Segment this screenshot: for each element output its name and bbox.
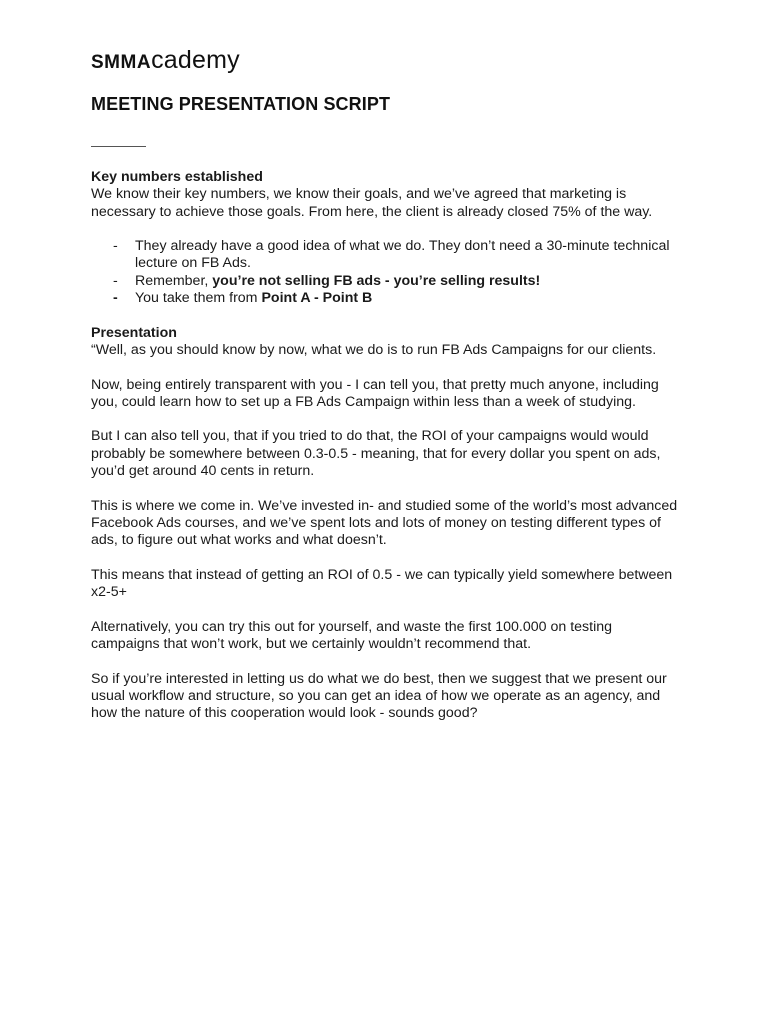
key-points-list xyxy=(91,238,681,307)
bullet-dash: - xyxy=(113,290,118,307)
logo-strong-text: SMMA xyxy=(91,52,152,73)
smma-academy-logo xyxy=(91,46,240,74)
presentation-paragraph-5: Alternatively, you can try this out for yourself, and waste the first 100.000 on testing campaigns that won’t work, but we certainly wouldn’t recommend that. xyxy=(91,618,613,653)
key-numbers-section xyxy=(91,169,681,221)
presentation-section xyxy=(91,325,681,360)
title-divider xyxy=(91,146,146,147)
list-item xyxy=(91,290,681,307)
document-body xyxy=(91,169,681,740)
bullet-text-3-bold: Point A - Point B xyxy=(261,290,373,307)
bullet-dash: - xyxy=(113,238,118,255)
bullet-text-3-prefix: You take them from xyxy=(135,290,262,307)
key-numbers-text: We know their key numbers, we know their goals, and we’ve agreed that marketing is necessary to achieve those goals. From here, the client is already closed 75% of the way. xyxy=(91,186,653,220)
logo-light-text: cademy xyxy=(151,46,240,74)
bullet-text-1: They already have a good idea of what we do. They don’t need a 30-minute technical lecture on FB Ads. xyxy=(135,238,670,272)
presentation-heading: Presentation xyxy=(91,324,177,341)
bullet-dash: - xyxy=(113,272,118,289)
list-item xyxy=(91,273,681,290)
presentation-paragraph-1: Now, being entirely transparent with you - I can tell you, that pretty much anyone, including you, could learn how to set up a FB Ads Campaign within less than a week of studying. xyxy=(91,376,659,410)
key-numbers-heading: Key numbers established xyxy=(91,169,263,185)
presentation-intro: “Well, as you should know by now, what we do is to run FB Ads Campaigns for our clients. xyxy=(91,341,657,358)
document-title: MEETING PRESENTATION SCRIPT xyxy=(91,94,391,114)
bullet-text-2-bold: you’re not selling FB ads - you’re selling results! xyxy=(212,272,541,289)
list-item xyxy=(91,238,681,273)
presentation-paragraph-4: This means that instead of getting an ROI of 0.5 - we can typically yield somewhere between x2-5+ xyxy=(91,566,673,601)
presentation-paragraph-3: This is where we come in. We’ve invested in- and studied some of the world’s most advanced Facebook Ads courses, and we’ve spent lots and lots of money on testing different types of ads, to figure out what works and what doesn’t. xyxy=(91,497,678,549)
bullet-text-2-prefix: Remember, xyxy=(135,272,213,289)
presentation-paragraph-6: So if you’re interested in letting us do what we do best, then we suggest that we present our usual workflow and structure, so you can get an idea of how we operate as an agency, and how the nature of this cooperation would look - sounds good? xyxy=(91,670,667,722)
presentation-paragraph-2: But I can also tell you, that if you tried to do that, the ROI of your campaigns would would probably be somewhere between 0.3-0.5 - meaning, that for every dollar you spent on ads, you’d get around 40 cents in return. xyxy=(91,428,661,480)
